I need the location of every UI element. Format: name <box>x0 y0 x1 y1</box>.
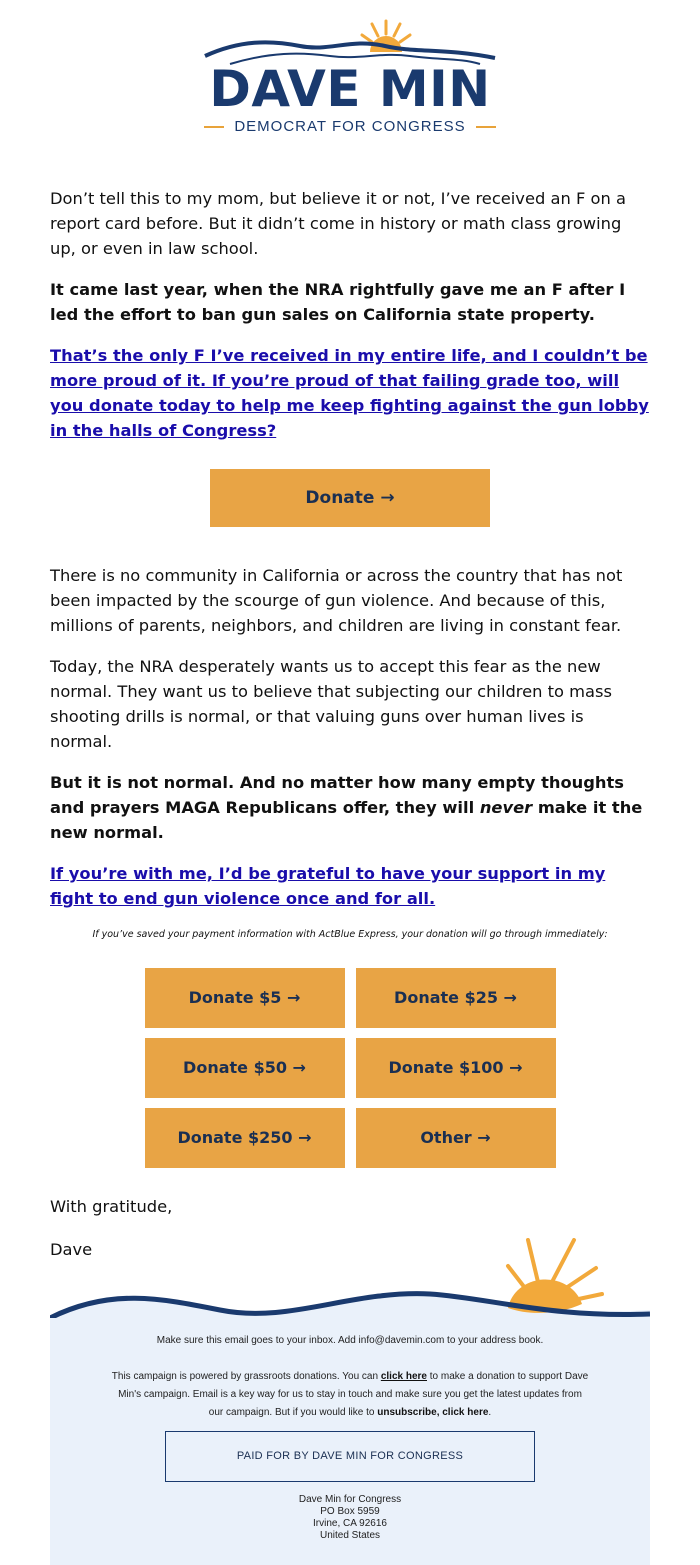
signature: Dave <box>50 1240 93 1259</box>
donate-100-button[interactable]: Donate $100 → <box>356 1038 556 1098</box>
paragraph-6-a: But it is not normal. And no matter how many empty thoughts and prayers MAGA Republicans offer, they will <box>50 773 624 817</box>
grassroots-text-b: to make a donation to support Dave Min's campaign. Email is a key way for us to stay in touch and make sure you get the latest updates from our campaign. But if you would like to <box>118 1371 589 1418</box>
grassroots-note <box>110 1368 590 1422</box>
tagline-dash-left <box>204 126 224 128</box>
paragraph-7 <box>50 861 650 911</box>
tagline-dash-right <box>476 126 496 128</box>
unsubscribe-link[interactable]: unsubscribe, click here <box>377 1407 489 1418</box>
tagline-text: DEMOCRAT FOR CONGRESS <box>234 118 466 135</box>
paragraph-6 <box>50 770 650 845</box>
paid-for-box: PAID FOR BY DAVE MIN FOR CONGRESS <box>165 1431 535 1482</box>
donate-link-1[interactable]: That’s the only F I’ve received in my entire life, and I couldn’t be more proud of it. If you’re proud of that failing grade too, will you donate today to help me keep fighting against the gun lobby in the halls of Congress? <box>50 346 649 440</box>
inbox-note: Make sure this email goes to your inbox. Add info@davemin.com to your address book. <box>156 1335 544 1346</box>
logo-tagline <box>0 118 700 135</box>
mailing-address <box>50 1494 650 1542</box>
grassroots-text-c: . <box>488 1407 492 1418</box>
address-line: Irvine, CA 92616 <box>313 1518 387 1529</box>
donate-amount-grid <box>145 968 556 1168</box>
grassroots-text-a: This campaign is powered by grassroots donations. You can <box>111 1371 381 1382</box>
donate-link-2[interactable]: If you’re with me, I’d be grateful to have your support in my fight to end gun violence once and for all. <box>50 864 606 908</box>
donate-button[interactable]: Donate → <box>210 469 490 527</box>
click-here-donate-link[interactable]: click here <box>380 1371 427 1382</box>
paragraph-6-emphasis: never <box>479 798 533 817</box>
paragraph-6-b: make it the new normal. <box>50 798 643 842</box>
paragraph-5: Today, the NRA desperately wants us to accept this fear as the new normal. They want us to believe that subjecting our children to mass shooting drills is normal, or that valuing guns over human lives is normal. <box>50 657 612 751</box>
actblue-express-note: If you’ve saved your payment information with ActBlue Express, your donation will go through immediately: <box>92 929 608 940</box>
footer-wave-sun-icon <box>50 1238 650 1330</box>
donate-50-button[interactable]: Donate $50 → <box>145 1038 345 1098</box>
paragraph-4: There is no community in California or across the country that has not been impacted by the scourge of gun violence. And because of this, millions of parents, neighbors, and children are living in constant fear. <box>50 566 623 635</box>
email-body <box>50 186 650 1278</box>
address-line: PO Box 5959 <box>320 1506 380 1517</box>
donate-other-button[interactable]: Other → <box>356 1108 556 1168</box>
campaign-logo <box>0 18 700 135</box>
paragraph-3 <box>50 343 650 443</box>
donate-5-button[interactable]: Donate $5 → <box>145 968 345 1028</box>
logo-name: DAVE MIN <box>209 60 491 118</box>
donate-25-button[interactable]: Donate $25 → <box>356 968 556 1028</box>
paragraph-2: It came last year, when the NRA rightfully gave me an F after I led the effort to ban gun sales on California state property. <box>50 280 626 324</box>
closing: With gratitude, <box>50 1197 173 1216</box>
address-line: United States <box>319 1530 381 1541</box>
footer <box>50 1318 650 1565</box>
address-line: Dave Min for Congress <box>298 1494 402 1505</box>
donate-250-button[interactable]: Donate $250 → <box>145 1108 345 1168</box>
paragraph-1: Don’t tell this to my mom, but believe it or not, I’ve received an F on a report card before. But it didn’t come in history or math class growing up, or even in law school. <box>50 189 626 258</box>
